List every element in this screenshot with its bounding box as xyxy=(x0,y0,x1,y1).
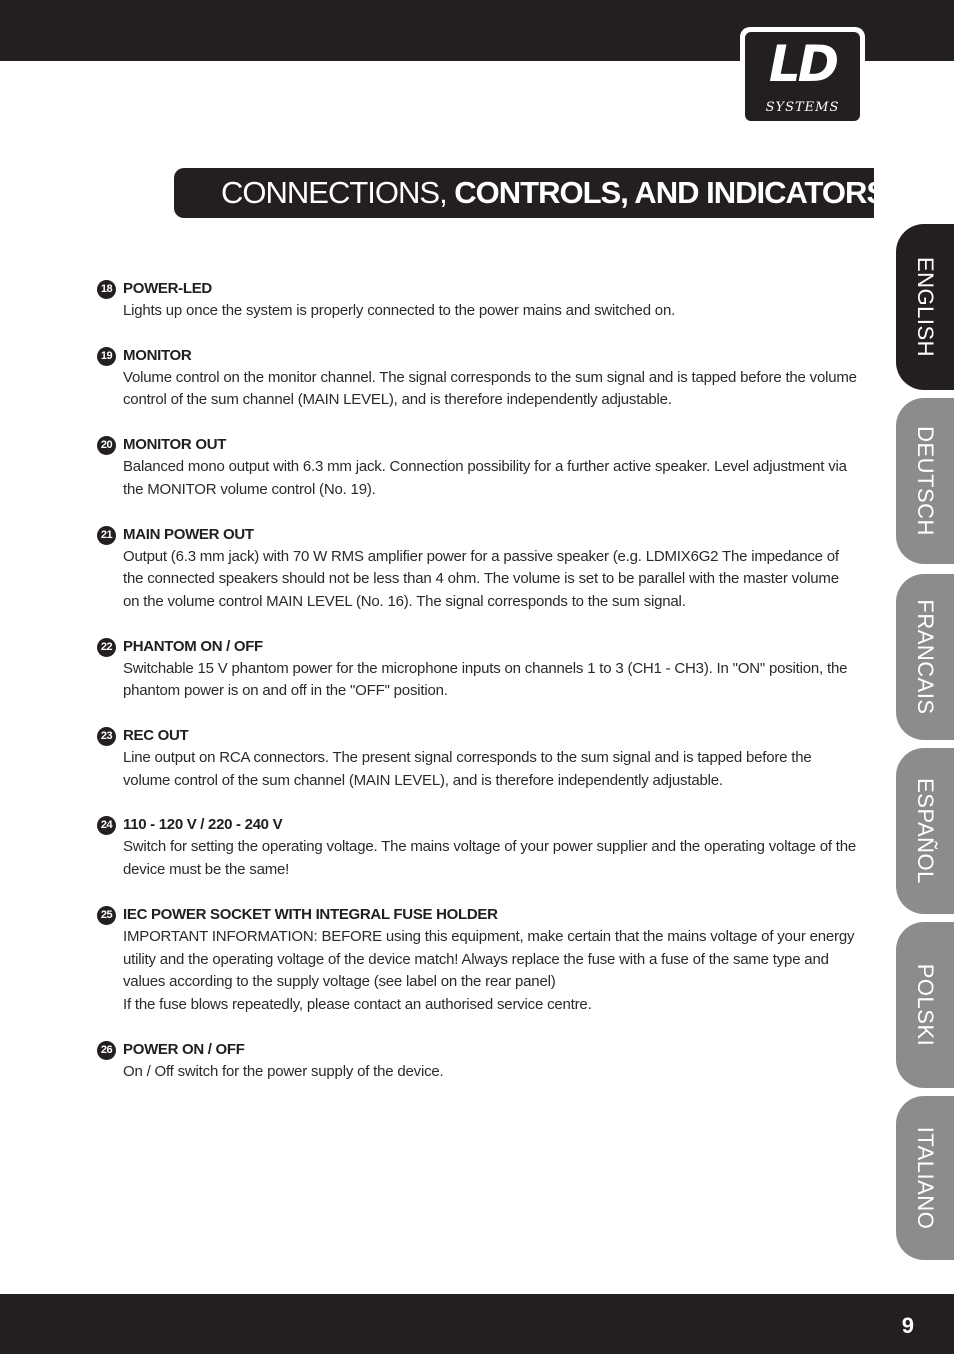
item-number-badge: 21 xyxy=(97,526,116,545)
list-item xyxy=(97,278,857,323)
tab-english-label: ENGLISH xyxy=(913,256,938,358)
tab-francais-label: FRANCAIS xyxy=(913,599,938,715)
list-item xyxy=(97,524,857,614)
item-title: REC OUT xyxy=(123,727,189,745)
list-item xyxy=(97,1039,857,1084)
item-title: POWER-LED xyxy=(123,280,212,297)
item-paragraph: Switchable 15 V phantom power for the microphone inputs on channels 1 to 3 (CH1 - CH3). In "ON" position, the phantom power is on and off in the "OFF" position. xyxy=(123,659,848,700)
item-title: MAIN POWER OUT xyxy=(123,525,254,543)
item-paragraph: If the fuse blows repeatedly, please contact an authorised service centre. xyxy=(123,995,592,1013)
item-title: MONITOR OUT xyxy=(123,436,227,454)
bottom-bar xyxy=(0,1294,954,1354)
tab-polski-label: POLSKI xyxy=(913,963,938,1047)
logo-subtext: SYSTEMS xyxy=(765,100,840,115)
tab-italiano[interactable] xyxy=(896,1096,954,1260)
item-paragraph: IMPORTANT INFORMATION: BEFORE using this equipment, make certain that the mains voltage of your energy utility and the operating voltage of the device match! Always replace the fuse with a fuse of the same type and values according to the supply voltage (see label on the rear panel) xyxy=(123,927,855,991)
item-number-badge: 25 xyxy=(97,906,116,925)
item-paragraph: On / Off switch for the power supply of the device. xyxy=(123,1062,444,1080)
item-title: PHANTOM ON / OFF xyxy=(123,637,263,655)
tab-polski[interactable] xyxy=(896,922,954,1088)
item-description xyxy=(123,1061,857,1084)
item-title: 110 - 120 V / 220 - 240 V xyxy=(123,816,283,834)
item-number-badge: 24 xyxy=(97,816,116,835)
item-description xyxy=(123,747,857,792)
page-title-bold: CONTROLS, AND INDICATORS: xyxy=(454,175,896,210)
tab-english[interactable] xyxy=(896,224,954,390)
item-title: IEC POWER SOCKET WITH INTEGRAL FUSE HOLDER xyxy=(123,905,498,923)
tab-espanol-label: ESPAÑOL xyxy=(913,778,938,884)
list-item xyxy=(97,904,857,1017)
logo-mark: LD xyxy=(768,35,837,93)
item-paragraph: Volume control on the monitor channel. The signal corresponds to the sum signal and is tapped before the volume control of the sum channel (MAIN LEVEL), and is therefore independently adjustable. xyxy=(123,368,857,409)
tab-espanol[interactable] xyxy=(896,748,954,914)
item-description xyxy=(123,658,857,703)
item-number-badge: 26 xyxy=(97,1041,116,1060)
page-title xyxy=(221,168,895,218)
item-number-badge: 23 xyxy=(97,727,116,746)
item-number-badge: 18 xyxy=(97,280,116,299)
item-description xyxy=(123,546,857,614)
list-item xyxy=(97,434,857,501)
item-description xyxy=(123,367,857,412)
list-item xyxy=(97,636,857,703)
title-banner xyxy=(174,168,896,218)
list-item xyxy=(97,345,857,412)
page-title-light: CONNECTIONS, xyxy=(221,175,455,210)
item-title: MONITOR xyxy=(123,346,192,364)
item-description xyxy=(123,300,857,323)
item-paragraph: Switch for setting the operating voltage. The mains voltage of your power supplier and the operating voltage of the device must be the same! xyxy=(123,838,857,879)
tab-italiano-label: ITALIANO xyxy=(913,1126,938,1230)
tab-deutsch[interactable] xyxy=(896,398,954,564)
tab-francais[interactable] xyxy=(896,574,954,740)
ld-systems-logo xyxy=(740,27,865,126)
logo-badge xyxy=(743,30,862,123)
item-paragraph: Output (6.3 mm jack) with 70 W RMS amplifier power for a passive speaker (e.g. LDMIX6G2 The impedance of the connected speakers should not be less than 4 ohm. The volume is set to be parallel with the master volume on the volume control MAIN LEVEL (No. 16). The signal corresponds to the sum signal. xyxy=(123,547,839,610)
item-paragraph: Line output on RCA connectors. The present signal corresponds to the sum signal and is tapped before the volume control of the sum channel (MAIN LEVEL), and is therefore independently adjustable. xyxy=(123,749,812,789)
tab-deutsch-label: DEUTSCH xyxy=(913,426,938,536)
item-title: POWER ON / OFF xyxy=(123,1040,245,1058)
item-number-badge: 20 xyxy=(97,436,116,455)
item-description xyxy=(123,926,857,1017)
item-description xyxy=(123,456,857,501)
item-paragraph: Lights up once the system is properly connected to the power mains and switched on. xyxy=(123,302,676,319)
item-paragraph: Balanced mono output with 6.3 mm jack. Connection possibility for a further active speaker. Level adjustment via the MONITOR volume control (No. 19). xyxy=(123,458,847,498)
item-number-badge: 22 xyxy=(97,638,116,657)
item-number-badge: 19 xyxy=(97,347,116,366)
item-description xyxy=(123,836,857,881)
content-list xyxy=(97,278,857,1105)
list-item xyxy=(97,814,857,881)
list-item xyxy=(97,725,857,792)
page-number: 9 xyxy=(901,1313,914,1338)
